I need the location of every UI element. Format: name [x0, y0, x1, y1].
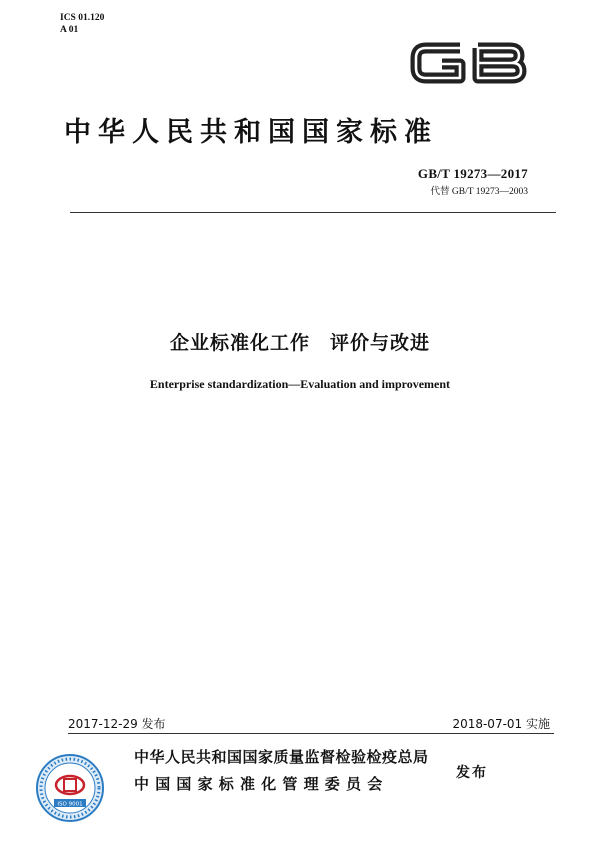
title-english: Enterprise standardization—Evaluation and improvement: [149, 377, 451, 391]
issue-date: 2017-12-29 发布: [68, 717, 166, 731]
gb-logo-icon: [408, 38, 530, 88]
issuer-sac: 中国国家标准化管理委员会: [134, 775, 389, 793]
top-divider: [70, 212, 556, 213]
issuer-aqsiq: 中华人民共和国国家质量监督检验检疫总局: [134, 748, 429, 766]
ics-code: ICS 01.120: [60, 13, 105, 23]
seal-text: ISO 9001: [57, 801, 83, 808]
certification-seal-icon: [34, 752, 106, 824]
classification-codes: [60, 12, 104, 36]
title-chinese: 企业标准化工作 评价与改进: [169, 332, 430, 354]
national-standard-heading: 中华人民共和国国家标准: [64, 117, 438, 148]
issuing-authorities: [134, 746, 429, 794]
implementation-date: 2018-07-01 实施: [452, 717, 550, 731]
bottom-divider: [68, 733, 554, 734]
standard-number-block: [418, 166, 528, 197]
replaces-standard: 代替 GB/T 19273—2003: [430, 187, 528, 197]
publish-label: 发布: [456, 765, 488, 781]
standard-number: GB/T 19273—2017: [417, 166, 528, 181]
ccs-code: A 01: [60, 25, 79, 35]
